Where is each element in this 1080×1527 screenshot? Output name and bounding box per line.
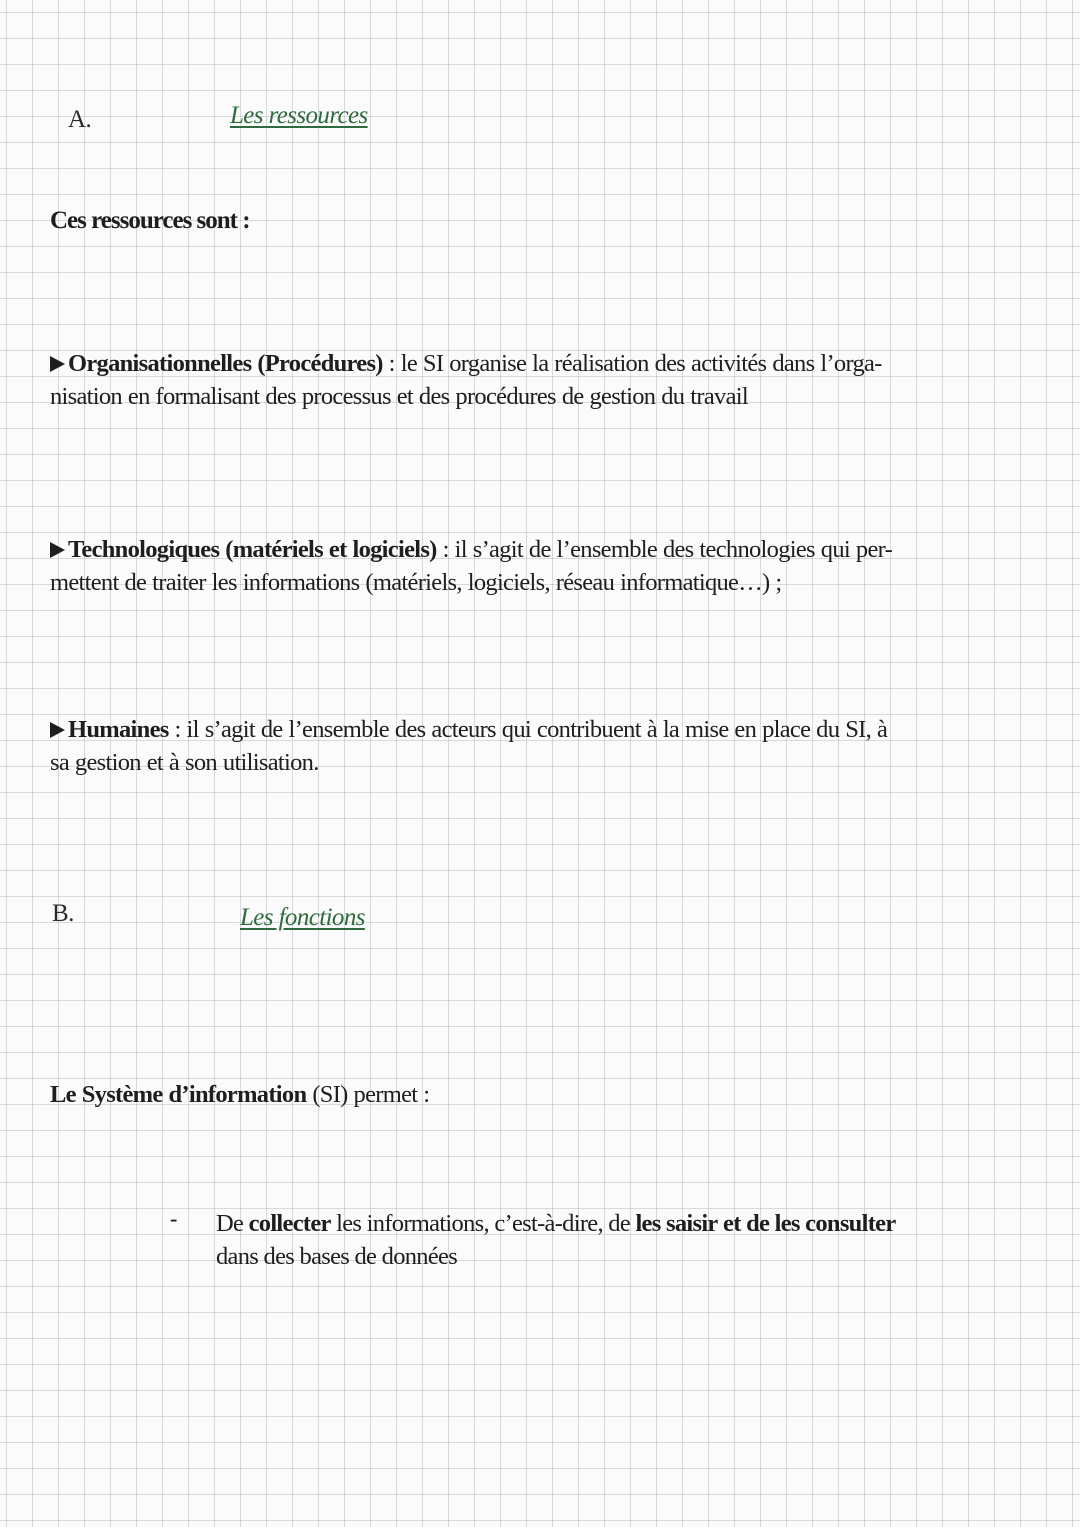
fonction-item-collecter <box>216 1207 986 1273</box>
fonction-line-2: dans des bases de données <box>216 1243 458 1270</box>
resource-text: : il s’agit de l’ensemble des acteurs qui contribuent à la mise en place du SI, à <box>168 716 888 743</box>
section-b-letter: B. <box>52 900 74 927</box>
resource-text: : il s’agit de l’ensemble des technologies qui per- <box>436 536 893 563</box>
fonction-text: De <box>216 1210 249 1237</box>
arrow-bullet-icon <box>50 542 65 558</box>
resource-line-2: nisation en formalisant des processus et des procédures de gestion du travail <box>50 383 748 410</box>
resource-line-2: sa gestion et à son utilisation. <box>50 749 319 776</box>
list-bullet: - <box>170 1206 178 1231</box>
fonction-line-1 <box>216 1207 986 1240</box>
resource-label: Organisationnelles (Procédures) <box>68 350 383 377</box>
resource-text: : le SI organise la réalisation des activités dans l’orga- <box>382 350 882 377</box>
fonction-text: les informations, c’est-à-dire, de <box>330 1210 636 1237</box>
arrow-bullet-icon <box>50 356 65 372</box>
fonctions-intro <box>50 1078 950 1111</box>
section-a-letter: A. <box>68 106 92 133</box>
fonction-bold: et de les consulter <box>723 1210 896 1237</box>
fonctions-intro-rest: (SI) permet : <box>306 1081 430 1108</box>
arrow-bullet-icon <box>50 722 65 738</box>
resource-line-1 <box>50 533 950 566</box>
section-a-title: Les ressources <box>230 102 368 129</box>
resource-label: Technologiques (matériels et logiciels) <box>68 536 437 563</box>
resource-label: Humaines <box>68 716 169 743</box>
resource-item-humaines <box>50 713 950 779</box>
ressources-intro: Ces ressources sont : <box>50 207 250 234</box>
fonction-bold: collecter <box>248 1210 331 1237</box>
fonctions-intro-bold: Le Système d’information <box>50 1081 307 1108</box>
resource-line-2: mettent de traiter les informations (matériels, logiciels, réseau informatique…) ; <box>50 569 782 596</box>
section-b-title: Les fonctions <box>240 904 365 931</box>
resource-item-organisationnelles <box>50 347 950 413</box>
resource-line-1 <box>50 347 950 380</box>
fonction-bold: les saisir <box>635 1210 718 1237</box>
resource-item-technologiques <box>50 533 950 599</box>
resource-line-1 <box>50 713 950 746</box>
